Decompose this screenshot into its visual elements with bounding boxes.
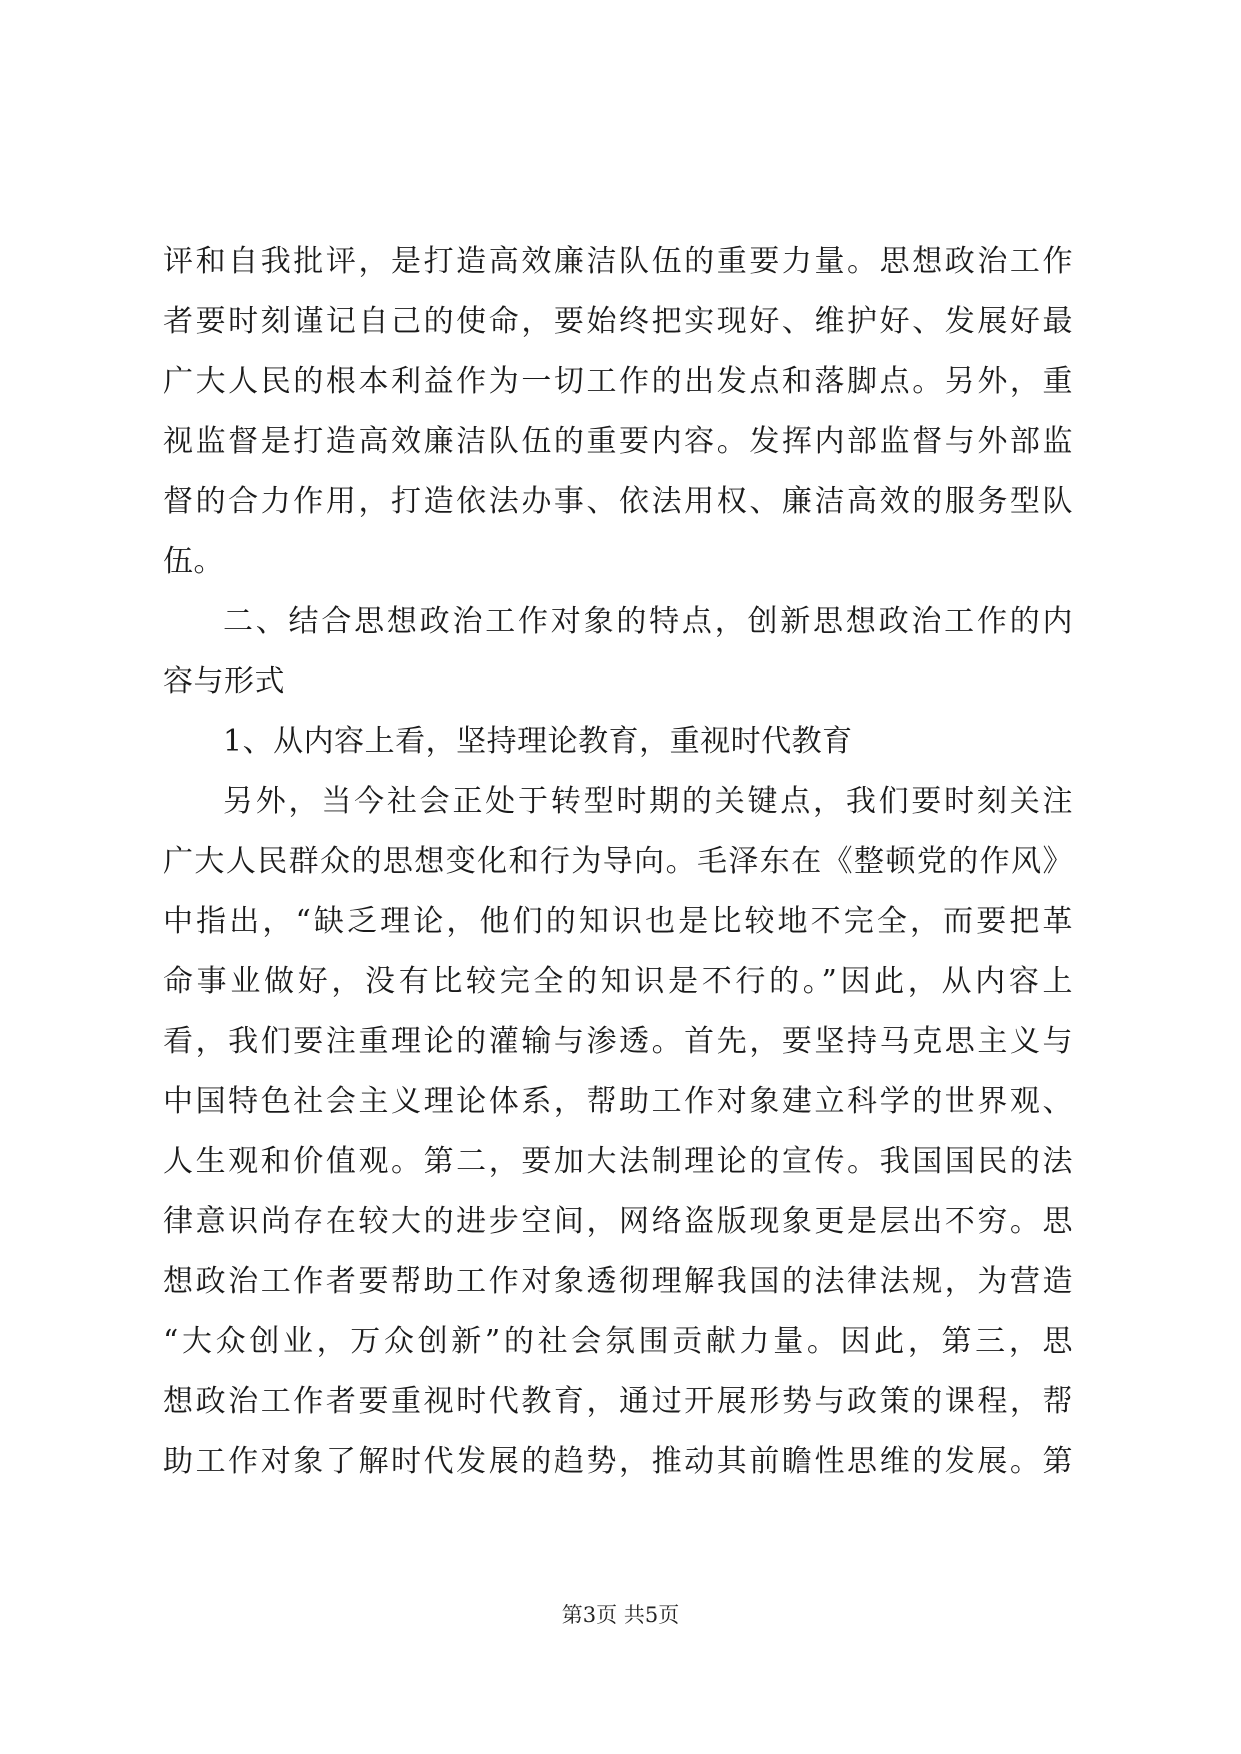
text-line: 中指出，“缺乏理论，他们的知识也是比较地不完全，而要把革 <box>163 904 1073 939</box>
text-line: 想政治工作者要重视时代教育，通过开展形势与政策的课程，帮 <box>163 1384 1073 1419</box>
text-line: 广大人民群众的思想变化和行为导向。毛泽东在《整顿党的作风》 <box>163 844 1073 879</box>
section-heading: 二、结合思想政治工作对象的特点，创新思想政治工作的内 <box>223 604 1073 639</box>
text-line: 人生观和价值观。第二，要加大法制理论的宣传。我国国民的法 <box>163 1144 1073 1179</box>
section-heading-continued: 容与形式 <box>163 664 285 699</box>
text-line: 另外，当今社会正处于转型时期的关键点，我们要时刻关注 <box>223 784 1073 819</box>
subsection-heading: 1、从内容上看，坚持理论教育，重视时代教育 <box>223 724 853 759</box>
text-line: 看，我们要注重理论的灌输与渗透。首先，要坚持马克思主义与 <box>163 1024 1073 1059</box>
page-number: 第3页 共5页 <box>561 1603 680 1627</box>
text-line: 广大人民的根本利益作为一切工作的出发点和落脚点。另外，重 <box>163 364 1073 399</box>
text-line: 律意识尚存在较大的进步空间，网络盗版现象更是层出不穷。思 <box>163 1204 1073 1239</box>
text-line: 视监督是打造高效廉洁队伍的重要内容。发挥内部监督与外部监 <box>163 424 1073 459</box>
text-line: 想政治工作者要帮助工作对象透彻理解我国的法律法规，为营造 <box>163 1264 1073 1299</box>
text-line: 督的合力作用，打造依法办事、依法用权、廉洁高效的服务型队 <box>163 484 1073 519</box>
text-line: 助工作对象了解时代发展的趋势，推动其前瞻性思维的发展。第 <box>163 1444 1073 1479</box>
body-text <box>163 232 1073 1492</box>
text-line: 命事业做好，没有比较完全的知识是不行的。”因此，从内容上 <box>163 964 1073 999</box>
text-line: 中国特色社会主义理论体系，帮助工作对象建立科学的世界观、 <box>163 1084 1073 1119</box>
text-line: 者要时刻谨记自己的使命，要始终把实现好、维护好、发展好最 <box>163 304 1073 339</box>
page-footer <box>0 1600 1241 1630</box>
text-line: “大众创业，万众创新”的社会氛围贡献力量。因此，第三，思 <box>163 1324 1073 1359</box>
text-line: 评和自我批评，是打造高效廉洁队伍的重要力量。思想政治工作 <box>163 244 1073 279</box>
text-line: 伍。 <box>163 544 224 579</box>
